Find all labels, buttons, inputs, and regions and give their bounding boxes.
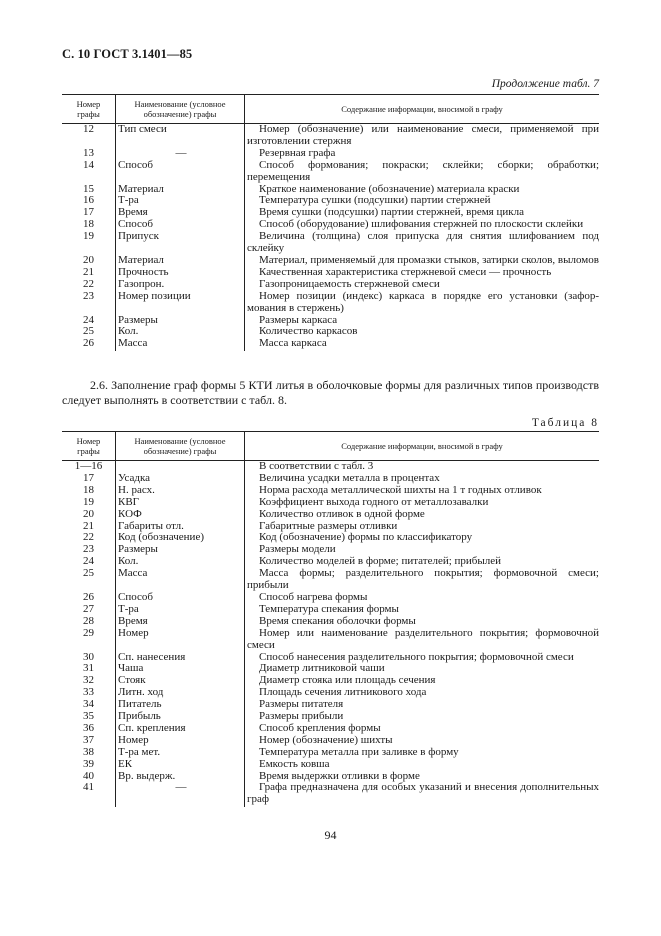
- table-7: [62, 94, 599, 351]
- table-row: [62, 759, 599, 771]
- row-number: 27: [62, 604, 116, 616]
- row-content: [245, 338, 600, 351]
- row-number: 20: [62, 509, 116, 521]
- table8-col-content: Содержание информации, вносимой в графу: [245, 432, 600, 461]
- row-name: Тип смеси: [116, 124, 245, 148]
- row-number: 21: [62, 267, 116, 279]
- row-name: Размеры: [116, 544, 245, 556]
- row-content: [245, 291, 600, 315]
- row-content: [245, 160, 600, 184]
- table8-col-num: Номер графы: [62, 432, 116, 461]
- row-name: Масса: [116, 338, 245, 351]
- table-row: [62, 485, 599, 497]
- table-row: [62, 616, 599, 628]
- row-content-text: Размеры каркаса: [259, 313, 338, 326]
- row-content-text: Краткое наименование (обозначение) материала краски: [259, 182, 520, 195]
- row-content-text: Площадь сечения литникового хода: [259, 686, 427, 699]
- row-content-text: Время сушки (подсушки) партии стержней, время цикла: [259, 206, 524, 219]
- table-row: [62, 509, 599, 521]
- row-number: 33: [62, 687, 116, 699]
- page-number: 94: [324, 828, 337, 842]
- row-number: 18: [62, 485, 116, 497]
- row-content-text: Диаметр литниковой чаши: [259, 662, 385, 675]
- row-name: КВГ: [116, 497, 245, 509]
- row-number: 24: [62, 315, 116, 327]
- row-name: Способ: [116, 160, 245, 184]
- row-number: 1—16: [62, 461, 116, 473]
- row-content: [245, 279, 600, 291]
- row-number: 28: [62, 616, 116, 628]
- row-name: —: [116, 782, 245, 807]
- row-name: Вр. выдерж.: [116, 771, 245, 783]
- row-content: [245, 485, 600, 497]
- row-number: 41: [62, 782, 116, 807]
- row-name: Масса: [116, 568, 245, 592]
- table-row: [62, 231, 599, 255]
- row-content-text: Емкость ковша: [259, 757, 330, 770]
- row-content-text: Размеры питателя: [259, 698, 344, 711]
- row-content: [245, 759, 600, 771]
- row-name: Чаша: [116, 663, 245, 675]
- row-content: [245, 628, 600, 652]
- row-content: [245, 782, 600, 807]
- paragraph-2-6: [62, 378, 599, 408]
- row-content-text: Температура спекания формы: [259, 602, 399, 615]
- table-row: [62, 735, 599, 747]
- row-name: ЕК: [116, 759, 245, 771]
- row-number: 36: [62, 723, 116, 735]
- row-number: 15: [62, 184, 116, 196]
- row-content-text: Величина усадки металла в процентах: [259, 471, 440, 484]
- row-content-text: Способ формования; покраски; склейки; сборки; обработки; перемещения: [247, 158, 599, 183]
- row-name: Т-ра: [116, 604, 245, 616]
- row-number: 35: [62, 711, 116, 723]
- table-row: [62, 291, 599, 315]
- row-number: 17: [62, 473, 116, 485]
- row-content-text: Норма расхода металлической шихты на 1 т годных отливок: [259, 483, 542, 496]
- table-row: [62, 279, 599, 291]
- row-number: 32: [62, 675, 116, 687]
- row-number: 31: [62, 663, 116, 675]
- row-number: 16: [62, 195, 116, 207]
- row-number: 21: [62, 521, 116, 533]
- row-number: 22: [62, 279, 116, 291]
- row-name: Н. расх.: [116, 485, 245, 497]
- row-name: Сп. нанесения: [116, 652, 245, 664]
- row-content-text: Газопроницаемость стержневой смеси: [259, 277, 440, 290]
- row-content-text: Номер позиции (индекс) каркаса в порядке его установки (зафор-мования в стержень): [247, 289, 599, 314]
- row-number: 19: [62, 231, 116, 255]
- row-content: [245, 616, 600, 628]
- row-number: 25: [62, 326, 116, 338]
- table8-body: [62, 461, 599, 808]
- row-content: [245, 148, 600, 160]
- table-8: [62, 431, 599, 807]
- table-row: [62, 148, 599, 160]
- row-content-text: Количество отливок в одной форме: [259, 507, 425, 520]
- row-number: 18: [62, 219, 116, 231]
- row-name: Номер: [116, 628, 245, 652]
- row-number: 24: [62, 556, 116, 568]
- table7-col-content: Содержание информации, вносимой в графу: [245, 95, 600, 124]
- row-content-text: Код (обозначение) формы по классификатору: [259, 531, 473, 544]
- row-number: 14: [62, 160, 116, 184]
- table-row: [62, 568, 599, 592]
- row-content-text: Способ нагрева формы: [259, 590, 368, 603]
- row-name: Материал: [116, 255, 245, 267]
- row-content: [245, 124, 600, 148]
- row-content-text: Резервная графа: [259, 146, 336, 159]
- row-number: 13: [62, 148, 116, 160]
- row-name: Способ: [116, 219, 245, 231]
- row-number: 39: [62, 759, 116, 771]
- row-content-text: Габаритные размеры отливки: [259, 519, 398, 532]
- row-number: 22: [62, 532, 116, 544]
- row-content-text: Количество моделей в форме; питателей; прибылей: [259, 555, 502, 568]
- row-name: Материал: [116, 184, 245, 196]
- row-name: КОФ: [116, 509, 245, 521]
- row-name: —: [116, 148, 245, 160]
- row-name: Припуск: [116, 231, 245, 255]
- row-name: Кол.: [116, 556, 245, 568]
- table7-continuation-label: Продолжение табл. 7: [491, 78, 599, 90]
- row-number: 26: [62, 338, 116, 351]
- row-content-text: Номер (обозначение) или наименование смеси, применяемой при изготовлении стержня: [247, 123, 599, 147]
- row-number: 37: [62, 735, 116, 747]
- row-content: [245, 497, 600, 509]
- row-number: 30: [62, 652, 116, 664]
- row-content: [245, 735, 600, 747]
- row-content-text: Способ нанесения разделительного покрытия; формовочной смеси: [259, 650, 574, 663]
- row-name: Размеры: [116, 315, 245, 327]
- row-content-text: Качественная характеристика стержневой смеси — прочность: [259, 265, 552, 278]
- row-name: Время: [116, 207, 245, 219]
- row-number: 19: [62, 497, 116, 509]
- row-content: [245, 604, 600, 616]
- row-content-text: Количество каркасов: [259, 325, 358, 338]
- row-name: Литн. ход: [116, 687, 245, 699]
- row-content-text: Масса формы; разделительного покрытия; формовочной смеси; прибыли: [247, 567, 599, 592]
- row-content-text: Температура сушки (подсушки) партии стержней: [259, 194, 491, 207]
- table8-col-name: Наименование (условное обозначение) графы: [116, 432, 245, 461]
- table-row: [62, 124, 599, 148]
- row-name: Газопрон.: [116, 279, 245, 291]
- row-content-text: Диаметр стояка или площадь сечения: [259, 674, 436, 687]
- paragraph-text: 2.6. Заполнение граф формы 5 КТИ литья в оболочковые формы для различных типов производств следует выполнять в соответствии с табл. 8.: [62, 378, 599, 407]
- row-number: 26: [62, 592, 116, 604]
- row-name: Питатель: [116, 699, 245, 711]
- table7-body: [62, 124, 599, 352]
- row-name: Усадка: [116, 473, 245, 485]
- row-content: [245, 568, 600, 592]
- row-name: Прибыль: [116, 711, 245, 723]
- row-number: 20: [62, 255, 116, 267]
- row-content-text: Время выдержки отливки в форме: [259, 769, 420, 782]
- row-number: 34: [62, 699, 116, 711]
- row-number: 29: [62, 628, 116, 652]
- row-content-text: Масса каркаса: [259, 337, 327, 350]
- table7-col-num: Номер графы: [62, 95, 116, 124]
- table8-header-row: [62, 432, 599, 461]
- row-number: 38: [62, 747, 116, 759]
- row-number: 40: [62, 771, 116, 783]
- row-number: 23: [62, 291, 116, 315]
- table-row: [62, 747, 599, 759]
- row-number: 23: [62, 544, 116, 556]
- table-row: [62, 160, 599, 184]
- row-content-text: Номер (обозначение) шихты: [259, 733, 393, 746]
- row-number: 25: [62, 568, 116, 592]
- table-row: [62, 604, 599, 616]
- row-name: Номер: [116, 735, 245, 747]
- row-content-text: Способ крепления формы: [259, 721, 381, 734]
- row-content-text: Графа предназначена для особых указаний и внесения дополнительных граф: [247, 781, 599, 806]
- table7-header-row: [62, 95, 599, 124]
- row-content: [245, 747, 600, 759]
- row-content-text: В соответствии с табл. 3: [259, 460, 374, 472]
- row-content: [245, 231, 600, 255]
- row-name: Номер позиции: [116, 291, 245, 315]
- row-name: Т-ра мет.: [116, 747, 245, 759]
- table-row: [62, 338, 599, 351]
- row-content: [245, 267, 600, 279]
- table-row: [62, 782, 599, 807]
- row-content-text: Температура металла при заливке в форму: [259, 745, 459, 758]
- row-content-text: Размеры модели: [259, 543, 336, 556]
- row-name: Т-ра: [116, 195, 245, 207]
- table7-col-name: Наименование (условное обозначение) графы: [116, 95, 245, 124]
- row-content-text: Коэффициент выхода годного от металлозавалки: [259, 495, 489, 508]
- row-name: Кол.: [116, 326, 245, 338]
- table8-caption: Таблица 8: [531, 417, 599, 429]
- row-content: [245, 509, 600, 521]
- row-name: Прочность: [116, 267, 245, 279]
- row-content-text: Способ (оборудование) шлифования стержней по плоскости склейки: [259, 218, 584, 231]
- row-name: Сп. крепления: [116, 723, 245, 735]
- row-number: 12: [62, 124, 116, 148]
- row-name: Стояк: [116, 675, 245, 687]
- row-content-text: Материал, применяемый для промазки стыков, затирки сколов, выломов: [259, 253, 599, 266]
- table-row: [62, 497, 599, 509]
- row-name: Код (обозначение): [116, 532, 245, 544]
- table-row: [62, 267, 599, 279]
- row-number: 17: [62, 207, 116, 219]
- row-name: Габариты отл.: [116, 521, 245, 533]
- row-content-text: Размеры прибыли: [259, 710, 344, 723]
- row-name: Способ: [116, 592, 245, 604]
- row-content-text: Величина (толщина) слоя припуска для снятия шлифованием под склейку: [247, 230, 599, 255]
- table-row: [62, 628, 599, 652]
- row-content-text: Время спекания оболочки формы: [259, 614, 416, 627]
- page-header: С. 10 ГОСТ 3.1401—85: [62, 47, 193, 61]
- row-content-text: Номер или наименование разделительного покрытия; формовочной смеси: [247, 626, 599, 651]
- row-name: Время: [116, 616, 245, 628]
